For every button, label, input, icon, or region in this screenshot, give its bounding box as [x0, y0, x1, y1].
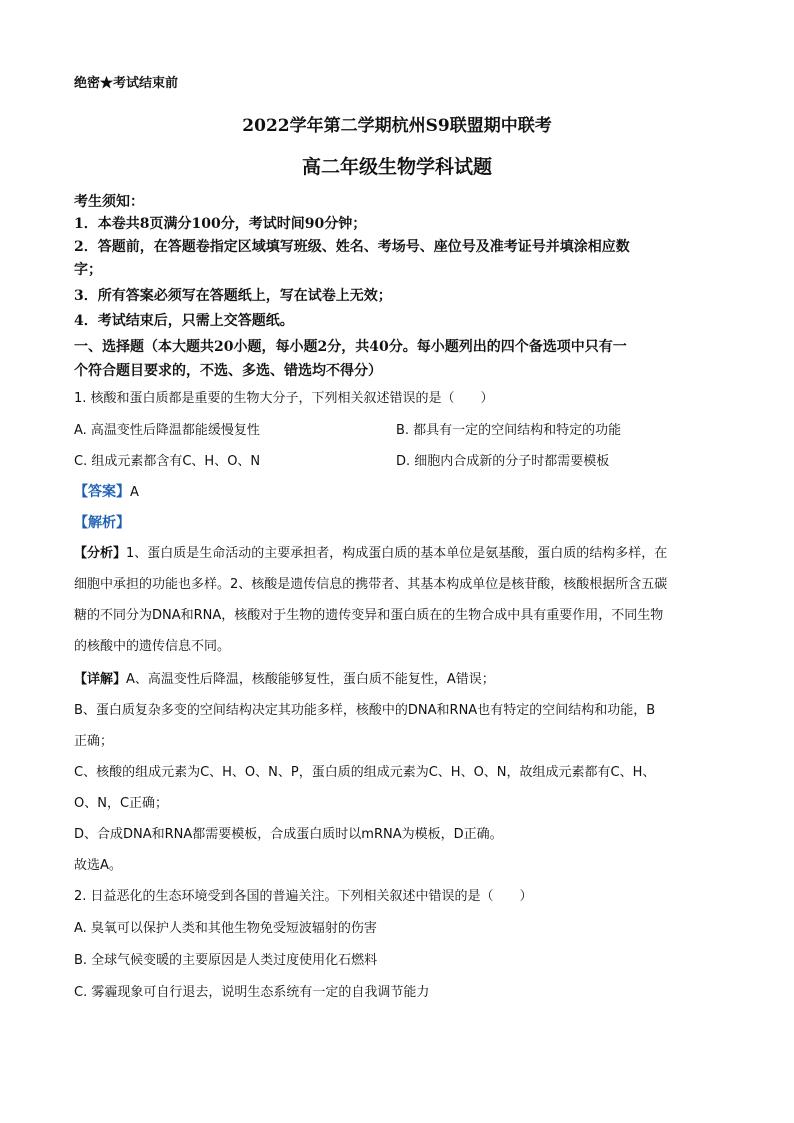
q1-answer: [74, 482, 139, 503]
q1-option-c: C. 组成元素都含有C、H、O、N: [74, 454, 261, 469]
q1-xiangjie-line7: 故选A。: [74, 858, 122, 873]
q1-option-a: A. 高温变性后降温都能缓慢复性: [74, 423, 260, 438]
answer-label: 【答案】: [74, 484, 130, 500]
q1-option-d: D. 细胞内合成新的分子时都需要模板: [396, 454, 610, 469]
answer-value: A: [130, 485, 139, 500]
q1-xiangjie-line4: C、核酸的组成元素为C、H、O、N、P，蛋白质的组成元素为C、H、O、N，故组成元素都有C、H、: [74, 765, 656, 780]
q2-option-c: C. 雾霾现象可自行退去，说明生态系统有一定的自我调节能力: [74, 985, 430, 1000]
q2-option-a: A. 臭氧可以保护人类和其他生物免受短波辐射的伤害: [74, 921, 377, 936]
secret-label: 绝密★考试结束前: [74, 76, 179, 91]
q1-fenxi-line4: 的核酸中的遗传信息不同。: [74, 639, 231, 654]
section-heading-line2: 个符合题目要求的，不选、多选、错选均不得分）: [74, 363, 382, 379]
q1-xiangjie-line2: B、蛋白质复杂多变的空间结构决定其功能多样，核酸中的DNA和RNA也有特定的空间结构和功能，B: [74, 703, 656, 718]
q1-xiangjie-line5: O、N，C正确；: [74, 796, 169, 811]
fenxi-label: 【分析】: [74, 546, 127, 561]
q1-fenxi-line2: 细胞中承担的功能也多样。2、核酸是遗传信息的携带者、其基本构成单位是核苷酸，核酸根据所含五碳: [74, 577, 668, 592]
notice-heading: 考生须知：: [74, 194, 144, 210]
q1-fenxi-line1: [74, 544, 667, 564]
notice-item-4: 4．考试结束后，只需上交答题纸。: [74, 313, 294, 329]
exam-title: 2022学年第二学期杭州S9联盟期中联考: [242, 116, 552, 136]
q2-stem: 2. 日益恶化的生态环境受到各国的普遍关注。下列相关叙述中错误的是（ ）: [74, 889, 533, 904]
xiangjie-text-1: A、高温变性后降温，核酸能够复性，蛋白质不能复性，A错误；: [126, 672, 495, 687]
q1-analysis-label: 【解析】: [74, 515, 130, 531]
q1-fenxi-line3: 糖的不同分为DNA和RNA，核酸对于生物的遗传变异和蛋白质在的生物合成中具有重要作用，不同生物: [74, 608, 664, 623]
q1-stem: 1. 核酸和蛋白质都是重要的生物大分子，下列相关叙述错误的是（ ）: [74, 391, 494, 406]
notice-item-2: 2．答题前，在答题卷指定区域填写班级、姓名、考场号、座位号及准考证号并填涂相应数: [74, 239, 630, 255]
exam-subtitle: 高二年级生物学科试题: [301, 156, 492, 178]
fenxi-text-1: 1、蛋白质是生命活动的主要承担者，构成蛋白质的基本单位是氨基酸，蛋白质的结构多样，在: [126, 546, 668, 561]
q1-xiangjie-line6: D、合成DNA和RNA都需要模板，合成蛋白质时以mRNA为模板，D正确。: [74, 827, 503, 842]
xiangjie-label: 【详解】: [74, 672, 127, 687]
section-heading-line1: 一、选择题（本大题共20小题，每小题2分，共40分。每小题列出的四个备选项中只有一: [74, 339, 627, 355]
notice-item-1: 1．本卷共8页满分100分，考试时间90分钟；: [74, 216, 367, 232]
notice-item-2-cont: 字；: [74, 262, 102, 278]
q1-xiangjie-line1: [74, 670, 495, 690]
q1-option-b: B. 都具有一定的空间结构和特定的功能: [396, 423, 622, 438]
q2-option-b: B. 全球气候变暖的主要原因是人类过度使用化石燃料: [74, 953, 378, 968]
notice-item-3: 3．所有答案必须写在答题纸上，写在试卷上无效；: [74, 288, 392, 304]
q1-xiangjie-line3: 正确；: [74, 734, 114, 749]
